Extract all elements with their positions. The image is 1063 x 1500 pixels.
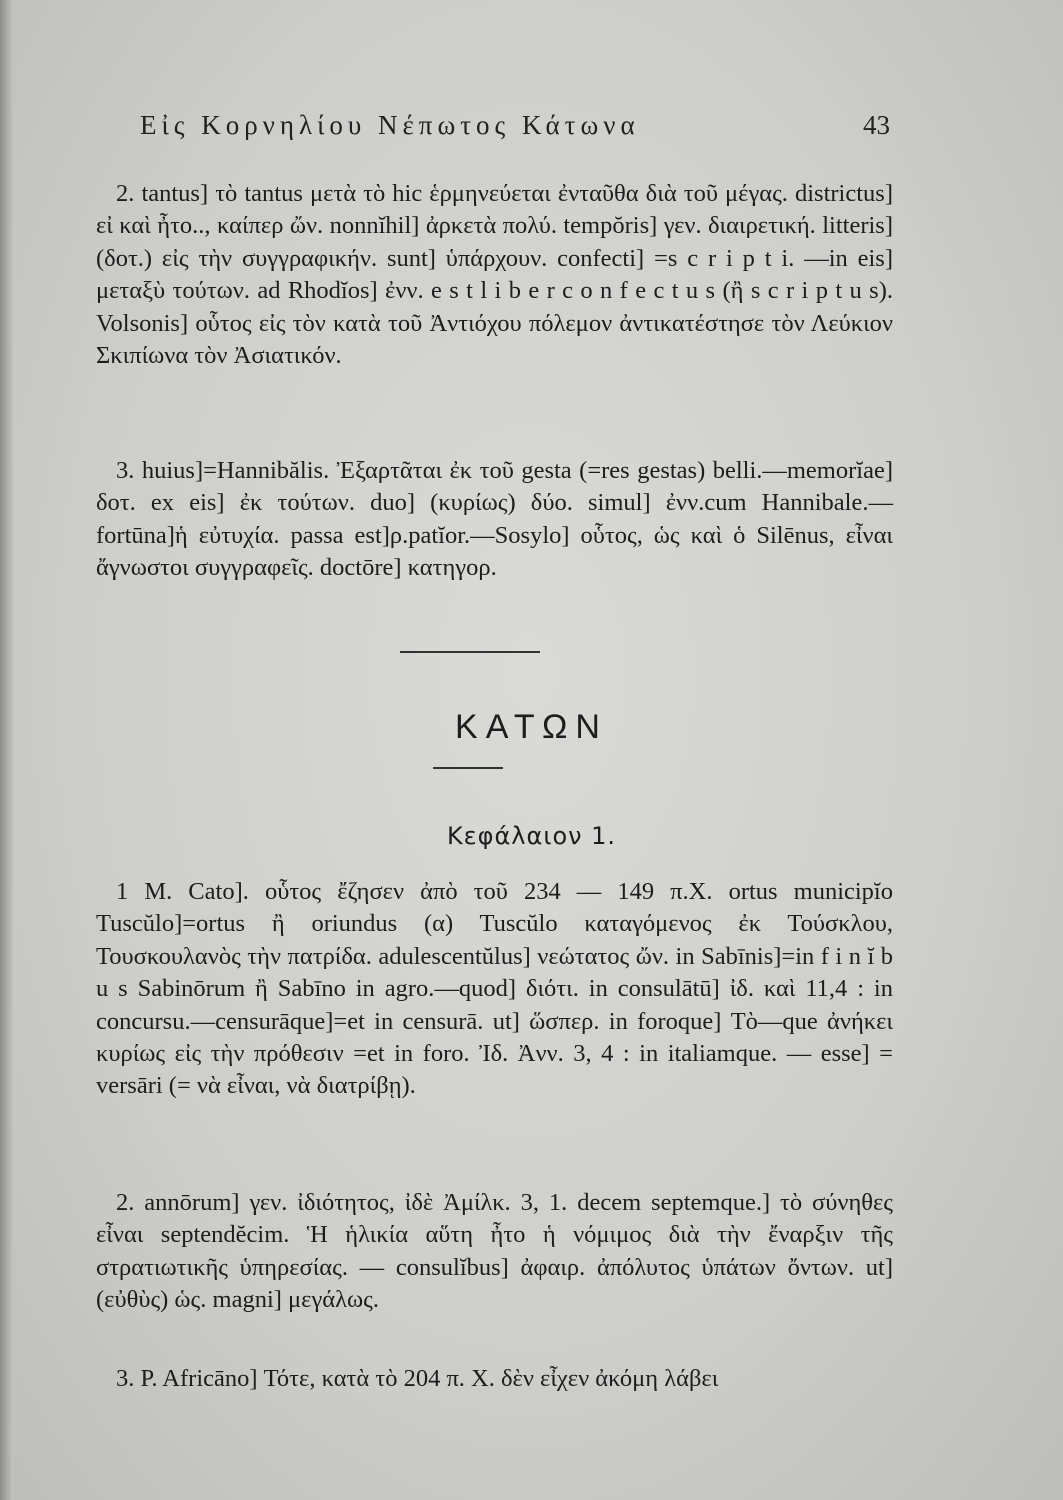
page-binding-edge [0, 0, 14, 1500]
section-title: ΚΑΤΩΝ [455, 708, 608, 746]
page-number: 43 [863, 110, 890, 140]
chapter-paragraph-1: 1 M. Cato]. οὗτος ἔζησεν ἀπὸ τοῦ 234 — 149 π.Χ. ortus municipĭo Tuscŭlo]=ortus ἢ oriundus (α) Tuscŭlo καταγόμενος ἐκ Τούσκλου, Τουσκουλανὸς τὴν πατρίδα. adulescentŭlus] νεώτατος ὤν. in Sabīnis]=in f i n ĭ b u s Sabinōrum ἢ Sabīno in agro.—quod] διότι. in consulātū] ἰδ. καὶ 11,4 : in concursu.—censurāque]=et in censurā. ut] ὥσπερ. in foroque] Τὸ—que ἀνήκει κυρίως εἰς τὴν πρόθεσιν =et in foro. Ἰδ. Ἀνν. 3, 4 : in italiamque. — esse] = versāri (= νὰ εἶναι, νὰ διατρίβῃ). [96, 878, 893, 1100]
chapter-heading: Κεφάλαιον 1. [446, 822, 617, 850]
commentary-paragraph-3: 3. huius]=Hannibălis. Ἐξαρτᾶται ἐκ τοῦ gesta (=res gestas) belli.—memorĭae] δοτ. ex eis] ἐκ τούτων. duo] (κυρίως) δύο. simul] ἐνν.cum Hannibale.—fortūna]ἡ εὐτυχία. passa est]ρ.patĭor.—Sosylo] οὗτος, ὡς καὶ ὁ Silēnus, εἶναι ἄγνωστοι συγγραφεῖς. doctōre] κατηγορ. [96, 457, 893, 582]
running-title: Εἰς Κορνηλίου Νέπωτος Κάτωνα [140, 110, 640, 140]
section-divider-bottom [433, 767, 503, 769]
chapter-paragraph-2: 2. annōrum] γεν. ἰδιότητος, ἰδὲ Ἀμίλκ. 3, 1. decem septemque.] τὸ σύνηθες εἶναι septendĕcim. Ἡ ἡλικία αὕτη ἦτο ἡ νόμιμος διὰ τὴν ἔναρξιν τῆς στρατιωτικῆς ὑπηρεσίας. — consulĭbus] ἀφαιρ. ἀπόλυτος ὑπάτων ὄντων. ut] (εὐθὺς) ὡς. magni] μεγάλως. [96, 1189, 893, 1314]
page-header [140, 110, 890, 150]
chapter-paragraph-3: 3. P. Africāno] Τότε, κατὰ τὸ 204 π. Χ. δὲν εἶχεν ἀκόμη λάβει [116, 1365, 719, 1392]
section-divider-top [400, 651, 540, 653]
commentary-paragraph-2: 2. tantus] τὸ tantus μετὰ τὸ hic ἑρμηνεύεται ἐνταῦθα διὰ τοῦ μέγας. districtus] εἰ καὶ ἦτο.., καίπερ ὤν. nonnĭhil] ἀρκετὰ πολύ. tempŏris] γεν. διαιρετική. litteris] (δοτ.) εἰς τὴν συγγραφικήν. sunt] ὑπάρχουν. confecti] =s c r i p t i. —in eis] μεταξὺ τούτων. ad Rhodĭos] ἐνν. e s t l i b e r c o n f e c t u s (ἢ s c r i p t u s). Volsonis] οὗτος εἰς τὸν κατὰ τοῦ Ἀντιόχου πόλεμον ἀντικατέστησε τὸν Λεύκιον Σκιπίωνα τὸν Ἀσιατικόν. [96, 180, 893, 370]
